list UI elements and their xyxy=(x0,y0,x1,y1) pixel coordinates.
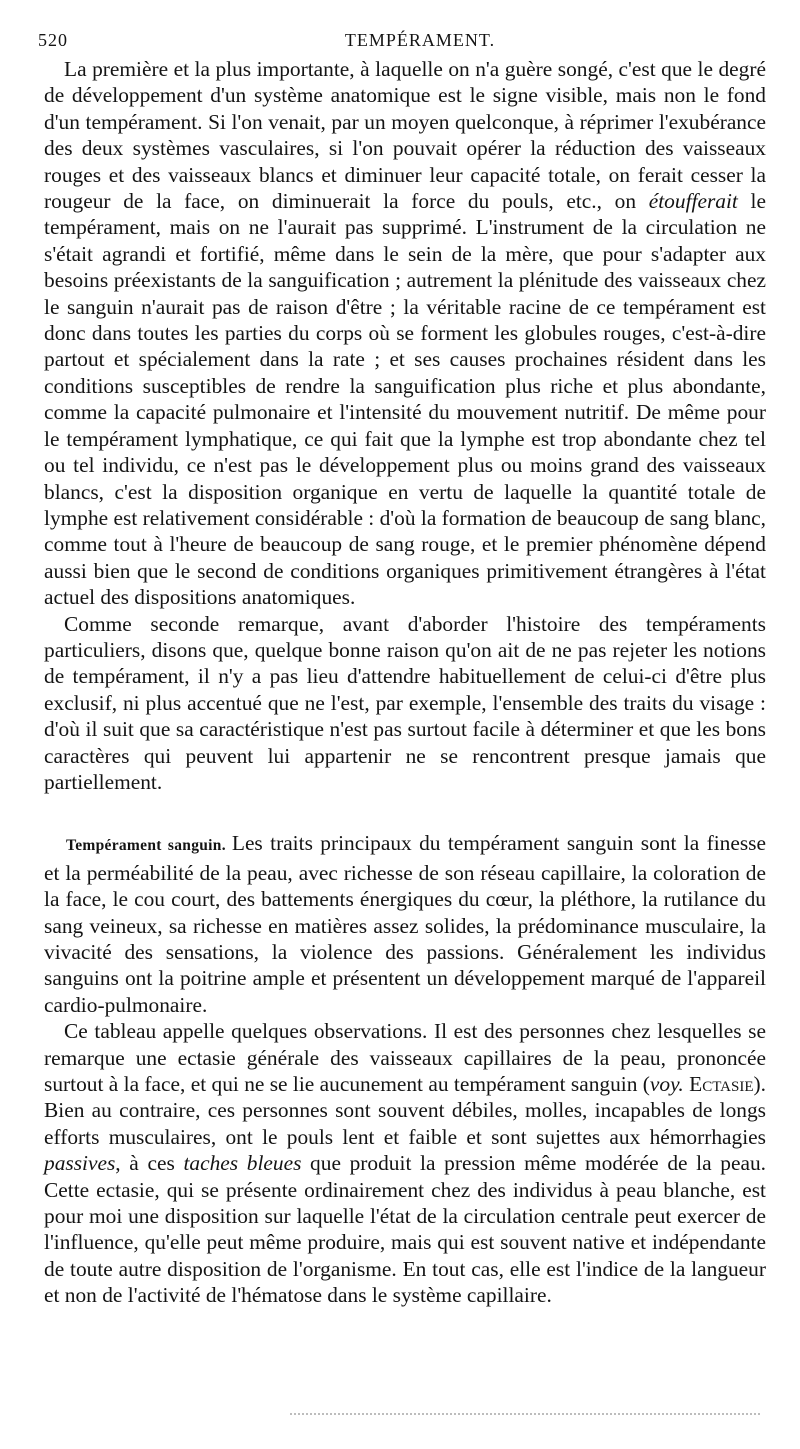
paragraph-4-voy: voy. xyxy=(649,1072,684,1097)
bottom-bleed-through-line xyxy=(290,1413,760,1415)
paragraph-4-text-d: que produit la pression même modérée de la peau. Cette ectasie, qui se présente ordinairement chez des individus à peau blanche, est pour moi une disposition sur laquelle l'état de la circulation centrale peut exercer de l'influence, qu'elle peut même produire, mais qui est souvent native et indépendante de toute autre disposition de l'organisme. En tout cas, elle est l'indice de la langueur et non de l'activité de l'hématose dans le système capillaire. xyxy=(44,1151,766,1308)
paragraph-4-text-b: ). Bien au contraire, ces personnes sont souvent débiles, molles, incapables de longs efforts musculaires, ont le pouls lent et faible et sont sujettes aux hémorrhagies xyxy=(44,1072,766,1149)
paragraph-4-passives: passives xyxy=(44,1151,116,1176)
paragraph-4-text-c: , à ces xyxy=(115,1151,184,1176)
book-page xyxy=(38,30,766,1309)
paragraph-1-text: La première et la plus importante, à laquelle on n'a guère songé, c'est que le degré de développement d'un système anatomique est le signe visible, mais non le fond d'un tempérament. Si l'on venait, par un moyen quelconque, à réprimer l'exubérance des deux systèmes vasculaires, si l'on pouvait opérer la réduction des vaisseaux rouges et des vaisseaux blancs et diminuer leur capacité totale, on ferait cesser la rougeur de la face, on diminuerait la force du pouls, etc., on xyxy=(44,57,766,214)
paragraph-4-cross-reference: Ectasie xyxy=(689,1072,754,1097)
running-head xyxy=(38,30,766,56)
paragraph-3-text: Les traits principaux du tempérament sanguin sont la finesse et la perméabilité de la peau, avec richesse de son réseau capillaire, la coloration de la face, le cou court, des battements énergiques du cœur, la pléthore, la rutilance du sang veineux, sa richesse en matières assez solides, la prédominance musculaire, la vivacité des sensations, la violence des passions. Généralement les individus sanguins ont la poitrine ample et présentent un développement marqué de l'appareil cardio-pulmonaire. xyxy=(44,831,766,1017)
section-heading: Tempérament sanguin. xyxy=(66,837,226,855)
paragraph-4 xyxy=(44,1018,766,1308)
page-number: 520 xyxy=(38,30,68,50)
paragraph-4-taches: taches bleues xyxy=(183,1151,302,1176)
running-title: TEMPÉRAMENT. xyxy=(344,30,496,50)
paragraph-1-emphasis: étoufferait xyxy=(648,189,738,214)
paragraph-1-text-end: le tempérament, mais on ne l'aurait pas supprimé. L'instrument de la circulation ne s'était agrandi et fortifié, même dans le sein de la mère, que pour s'adapter aux besoins préexistants de la sanguification ; autrement la plénitude des vaisseaux chez le sanguin n'aurait pas de raison d'être ; la véritable racine de ce tempérament est donc dans toutes les parties du corps où se forment les globules rouges, c'est-à-dire partout et spécialement dans la rate ; et ses causes prochaines résident dans les conditions susceptibles de rendre la sanguification plus riche et plus abondante, comme la capacité pulmonaire et l'intensité du mouvement nutritif. De même pour le tempérament lymphatique, ce qui fait que la lymphe est trop abondante chez tel ou tel individu, ce n'est pas le développement plus ou moins grand des vaisseaux blancs, c'est la disposition organique en vertu de laquelle la quantité totale de lymphe est relativement considérable : d'où la formation de beaucoup de sang blanc, comme tout à l'heure de beaucoup de sang rouge, et le premier phénomène dépend aussi bien que le second de conditions organiques primitivement étrangères à l'état actuel des dispositions anatomiques. xyxy=(44,189,766,610)
paragraph-1 xyxy=(44,56,766,611)
paragraph-4-text-a: Ce tableau appelle quelques observations. Il est des personnes chez lesquelles se remarque une ectasie générale des vaisseaux capillaires de la peau, prononcée surtout à la face, et qui ne se lie aucunement au tempérament sanguin ( xyxy=(44,1019,766,1097)
paragraph-2: Comme seconde remarque, avant d'aborder l'histoire des tempéraments particuliers, disons que, quelque bonne raison qu'on ait de ne pas rejeter les notions de tempérament, il n'y a pas lieu d'attendre habituellement de celui-ci d'être plus exclusif, ni plus accentué que ne l'est, par exemple, l'ensemble des traits du visage : d'où il suit que sa caractéristique n'est pas surtout facile à déterminer et que les bons caractères qui peuvent lui appartenir ne se rencontrent presque jamais que partiellement. xyxy=(44,611,766,794)
paragraph-3 xyxy=(44,830,766,1018)
